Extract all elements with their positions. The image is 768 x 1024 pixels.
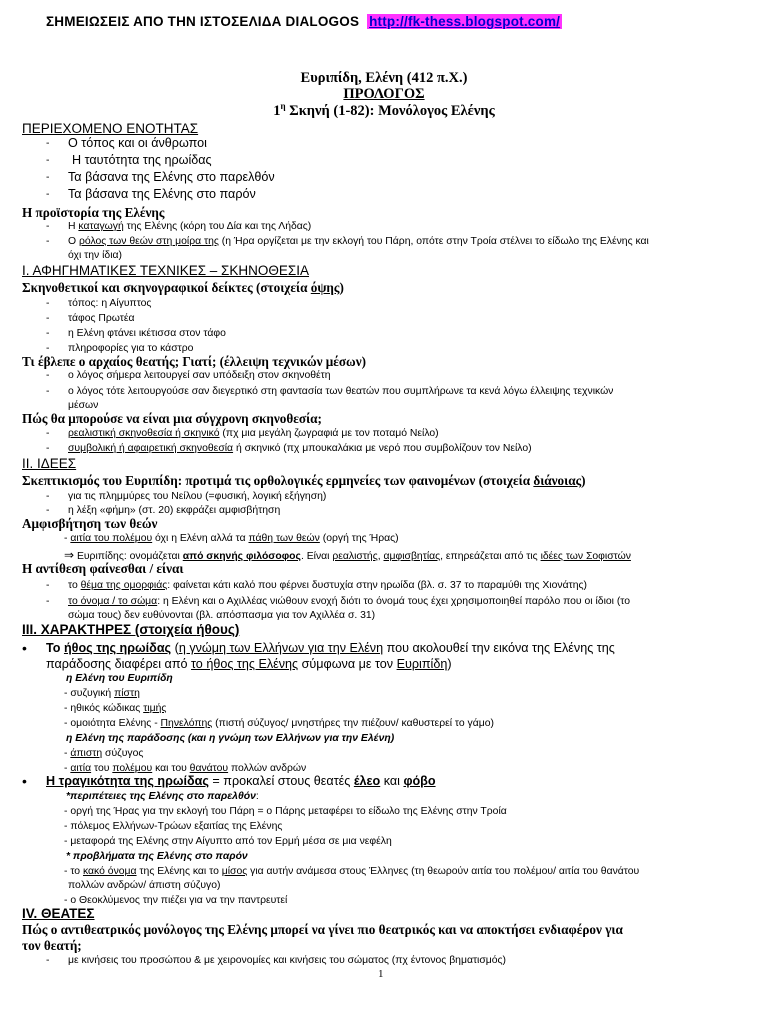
- document-header: [46, 14, 746, 29]
- list-item: η λέξη «φήμη» (στ. 20) εκφράζει αμφισβήτηση: [68, 505, 281, 516]
- section-1-sub2: Τι έβλεπε ο αρχαίος θεατής; Γιατί; (έλλειψη τεχνικών μέσων): [22, 354, 366, 369]
- source-label: ΣΗΜΕΙΩΣΕΙΣ ΑΠΟ ΤΗΝ ΙΣΤΟΣΕΛΙΔΑ DIALOGOS: [46, 14, 360, 29]
- list-item: - ο Θεοκλύμενος την πιέζει για να την παντρευτεί: [64, 895, 288, 906]
- list-item: ⇒ Ευριπίδης: ονομάζεται από σκηνής φιλόσοφος. Είναι ρεαλιστής, αμφισβητίας, επηρεάζεται από τις ιδέες των Σοφιστών: [64, 548, 631, 562]
- prehistory-heading: Η προϊστορία της Ελένης: [22, 205, 165, 220]
- bullet-item: Το ήθος της ηρωίδας (η γνώμη των Ελλήνων για την Ελένη που ακολουθεί την εικόνα της Ελένης της: [46, 641, 615, 655]
- list-item-continuation: πολλών ανδρών/ άπιστη σύζυγο): [68, 880, 221, 891]
- section-2-heading: ΙΙ. ΙΔΕΕΣ: [22, 456, 77, 471]
- list-item-continuation: όχι την ίδια): [68, 250, 122, 261]
- bullet-icon: •: [22, 640, 27, 656]
- list-item: Τα βάσανα της Ελένης στο παρελθόν: [68, 170, 275, 184]
- list-item: - μεταφορά της Ελένης στην Αίγυπτο από τον Ερμή μέσα σε μια νεφέλη: [64, 836, 392, 847]
- list-item: πληροφορίες για το κάστρο: [68, 343, 194, 354]
- list-item: Ο ρόλος των θεών στη μοίρα της (η Ήρα οργίζεται με την εκλογή του Πάρη, οπότε στην Τροία στέλνει το είδωλο της Ελένης και: [68, 236, 649, 247]
- bullet-item: Η τραγικότητα της ηρωίδας = προκαλεί στους θεατές έλεο και φόβο: [46, 774, 436, 788]
- subheading: * προβλήματα της Ελένης στο παρόν: [66, 851, 248, 862]
- list-item: - αιτία του πολέμου και του θανάτου πολλών ανδρών: [64, 763, 307, 774]
- prologue-heading: ΠΡΟΛΟΓΟΣ: [343, 86, 425, 102]
- section-3-heading: ΙΙΙ. ΧΑΡΑΚΤΗΡΕΣ (στοιχεία ήθους): [22, 622, 240, 637]
- list-item: ο λόγος σήμερα λειτουργεί σαν υπόδειξη στον σκηνοθέτη: [68, 370, 331, 381]
- list-item: το όνομα / το σώμα: η Ελένη και ο Αχιλλέας νιώθουν ενοχή διότι το όνομά τους έχει χρησιμοποιηθεί παρόλο που οι ίδιοι (το: [68, 596, 631, 607]
- scene-heading: $1^\eta$ Σκηνή (1-82): Μονόλογος Ελένης: [273, 101, 495, 119]
- section-1-sub1: Σκηνοθετικοί και σκηνογραφικοί δείκτες (στοιχεία όψης): [22, 280, 344, 295]
- section-1-sub3: Πώς θα μπορούσε να είναι μια σύγχρονη σκηνοθεσία;: [22, 411, 322, 426]
- list-item: Η ταυτότητα της ηρωίδας: [72, 153, 212, 167]
- subheading: η Ελένη του Ευριπίδη: [66, 673, 173, 684]
- list-item: - ομοιότητα Ελένης - Πηνελόπης (πιστή σύζυγος/ μνηστήρες την πιέζουν/ καθυστερεί το γάμο): [64, 718, 494, 729]
- list-item: - πόλεμος Ελλήνων-Τρώων εξαιτίας της Ελένης: [64, 821, 283, 832]
- page-number: 1: [378, 968, 384, 980]
- bullet-item-continuation: παράδοσης διαφέρει από το ήθος της Ελένης σύμφωνα με τον Ευριπίδη): [46, 657, 452, 671]
- list-item: - άπιστη σύζυγος: [64, 748, 144, 759]
- list-item: ρεαλιστική σκηνοθεσία ή σκηνικό (πχ μια μεγάλη ζωγραφιά με τον ποταμό Νείλο): [68, 428, 439, 439]
- content-section-heading: ΠΕΡΙΕΧΟΜΕΝΟ ΕΝΟΤΗΤΑΣ: [22, 121, 199, 136]
- section-4-question-continuation: τον θεατή;: [22, 938, 82, 953]
- section-2-sub2: Αμφισβήτηση των θεών: [22, 516, 158, 531]
- list-item: για τις πλημμύρες του Νείλου (=φυσική, λογική εξήγηση): [68, 491, 327, 502]
- list-item: - το κακό όνομα της Ελένης και το μίσος για αυτήν ανάμεσα στους Έλληνες (τη θεωρούν αιτία του πολέμου/ αιτία του θανάτου: [64, 866, 640, 877]
- section-4-question: Πώς ο αντιθεατρικός μονόλογος της Ελένης μπορεί να γίνει πιο θεατρικός και να αποκτήσει ενδιαφέρον για: [22, 922, 623, 937]
- section-2-sub1: Σκεπτικισμός του Ευριπίδη: προτιμά τις ορθολογικές ερμηνείες των φαινομένων (στοιχεία διάνοιας): [22, 473, 586, 488]
- list-item: - αιτία του πολέμου όχι η Ελένη αλλά τα πάθη των θεών (οργή της Ήρας): [64, 533, 399, 544]
- work-title: Ευριπίδη, Ελένη (412 π.Χ.): [300, 70, 468, 86]
- list-item-continuation: μέσων: [68, 400, 99, 411]
- section-2-sub3: Η αντίθεση φαίνεσθαι / είναι: [22, 561, 184, 576]
- list-item: - οργή της Ήρας για την εκλογή του Πάρη = ο Πάρης μεταφέρει το είδωλο της Ελένης στην Τροία: [64, 806, 507, 817]
- section-4-heading: IV. ΘΕΑΤΕΣ: [22, 906, 95, 921]
- list-item: - συζυγική πίστη: [64, 688, 140, 699]
- list-item: Ο τόπος και οι άνθρωποι: [68, 136, 207, 150]
- section-1-heading: Ι. ΑΦΗΓΗΜΑΤΙΚΕΣ ΤΕΧΝΙΚΕΣ – ΣΚΗΝΟΘΕΣΙΑ: [22, 263, 310, 278]
- list-item: συμβολική ή αφαιρετική σκηνοθεσία ή σκηνικό (πχ μπουκαλάκια με νερό που συμβολίζουν τον Νείλο): [68, 443, 532, 454]
- subheading: *περιπέτειες της Ελένης στο παρελθόν:: [66, 791, 259, 802]
- blog-link[interactable]: http://fk-thess.blogspot.com/: [369, 14, 561, 29]
- list-item: το θέμα της ομορφιάς: φαίνεται κάτι καλό που φέρνει δυστυχία στην ηρωίδα (βλ. σ. 37 το παραμύθι της Χιονάτης): [68, 580, 587, 591]
- list-item: η Ελένη φτάνει ικέτισσα στον τάφο: [68, 328, 226, 339]
- list-item: τόπος: η Αίγυπτος: [68, 298, 152, 309]
- list-item: Τα βάσανα της Ελένης στο παρόν: [68, 187, 256, 201]
- subheading: η Ελένη της παράδοσης (και η γνώμη των Ελλήνων για την Ελένη): [66, 733, 395, 744]
- list-item: - ηθικός κώδικας τιμής: [64, 703, 167, 714]
- list-item: Η καταγωγή της Ελένης (κόρη του Δία και της Λήδας): [68, 221, 312, 232]
- bullet-icon: •: [22, 773, 27, 789]
- list-item: με κινήσεις του προσώπου & με χειρονομίες και κινήσεις του σώματος (πχ έντονος βηματισμός): [68, 955, 507, 966]
- list-item: ο λόγος τότε λειτουργούσε σαν διεγερτικό στη φαντασία των θεατών που συμπλήρωνε τα κενά λόγω έλλειψης τεχνικών: [68, 386, 614, 397]
- list-item-continuation: σώμα τους) δεν ευθύνονται (βλ. απόσπασμα για τον Αχιλλέα σ. 31): [68, 610, 376, 621]
- list-item: τάφος Πρωτέα: [68, 313, 135, 324]
